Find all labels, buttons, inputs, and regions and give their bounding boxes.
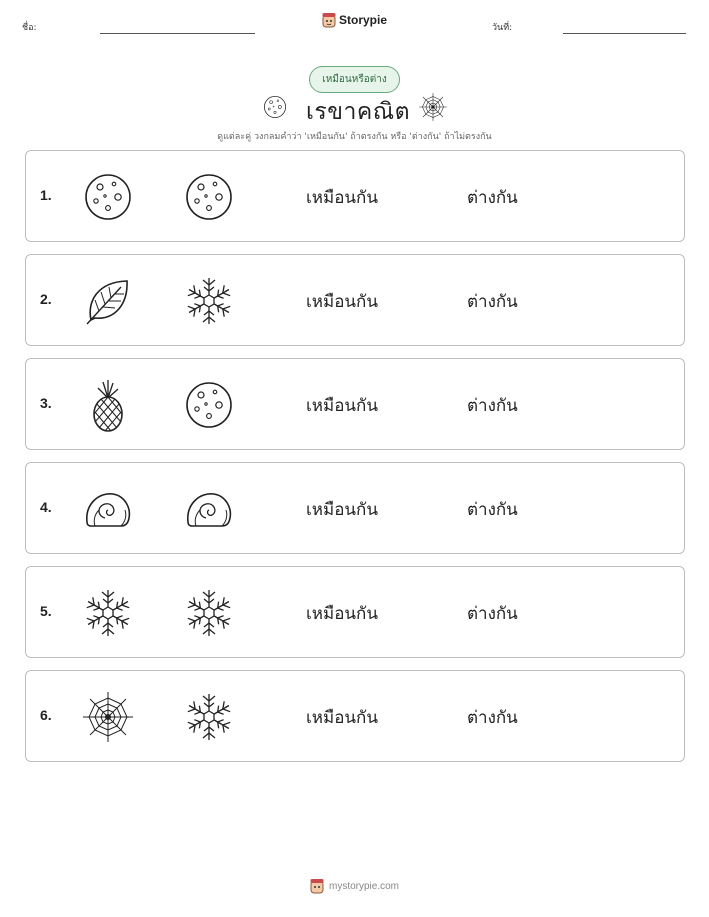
shell-icon bbox=[81, 482, 135, 536]
option-same[interactable]: เหมือนกัน bbox=[306, 708, 378, 728]
spiderweb-icon bbox=[418, 92, 448, 122]
brand-name: Storypie bbox=[339, 13, 388, 27]
option-different[interactable]: ต่างกัน bbox=[467, 604, 518, 624]
question-number: 4. bbox=[40, 499, 52, 515]
leaf-icon bbox=[81, 274, 135, 328]
snowflake-icon bbox=[81, 586, 135, 640]
name-label: ชื่อ: bbox=[22, 23, 37, 33]
date-label: วันที่: bbox=[492, 23, 513, 33]
question-number: 6. bbox=[40, 707, 52, 723]
option-different[interactable]: ต่างกัน bbox=[467, 708, 518, 728]
snowflake-icon bbox=[182, 690, 236, 744]
question-number: 3. bbox=[40, 395, 52, 411]
question-number: 2. bbox=[40, 291, 52, 307]
question-row bbox=[25, 254, 685, 346]
spiderweb-icon bbox=[81, 690, 135, 744]
question-row bbox=[25, 150, 685, 242]
question-number: 5. bbox=[40, 603, 52, 619]
question-number: 1. bbox=[40, 187, 52, 203]
option-same[interactable]: เหมือนกัน bbox=[306, 292, 378, 312]
option-different[interactable]: ต่างกัน bbox=[467, 188, 518, 208]
option-different[interactable]: ต่างกัน bbox=[467, 292, 518, 312]
storypie-mascot-icon bbox=[310, 878, 324, 894]
option-same[interactable]: เหมือนกัน bbox=[306, 188, 378, 208]
name-field[interactable] bbox=[100, 33, 255, 34]
question-row bbox=[25, 462, 685, 554]
instructions: ดูแต่ละคู่ วงกลมคำว่า 'เหมือนกัน' ถ้าตรงกัน หรือ 'ต่างกัน' ถ้าไม่ตรงกัน bbox=[217, 132, 492, 142]
snowflake-icon bbox=[182, 274, 236, 328]
option-different[interactable]: ต่างกัน bbox=[467, 500, 518, 520]
option-different[interactable]: ต่างกัน bbox=[467, 396, 518, 416]
topic-badge: เหมือนหรือต่าง bbox=[309, 66, 400, 93]
title-row bbox=[0, 92, 709, 124]
question-row bbox=[25, 566, 685, 658]
snowflake-icon bbox=[182, 586, 236, 640]
option-same[interactable]: เหมือนกัน bbox=[306, 500, 378, 520]
moon-icon bbox=[81, 170, 135, 224]
option-same[interactable]: เหมือนกัน bbox=[306, 396, 378, 416]
moon-icon bbox=[262, 94, 288, 120]
footer bbox=[0, 878, 709, 894]
shell-icon bbox=[182, 482, 236, 536]
footer-site: mystorypie.com bbox=[328, 880, 399, 892]
option-same[interactable]: เหมือนกัน bbox=[306, 604, 378, 624]
page-title: เรขาคณิต bbox=[306, 99, 411, 125]
moon-icon bbox=[182, 378, 236, 432]
question-row bbox=[25, 670, 685, 762]
date-field[interactable] bbox=[563, 33, 686, 34]
worksheet-header bbox=[0, 0, 709, 50]
brand-logo bbox=[322, 12, 387, 28]
question-row bbox=[25, 358, 685, 450]
moon-icon bbox=[182, 170, 236, 224]
pineapple-icon bbox=[81, 378, 135, 432]
storypie-mascot-icon bbox=[322, 12, 336, 28]
